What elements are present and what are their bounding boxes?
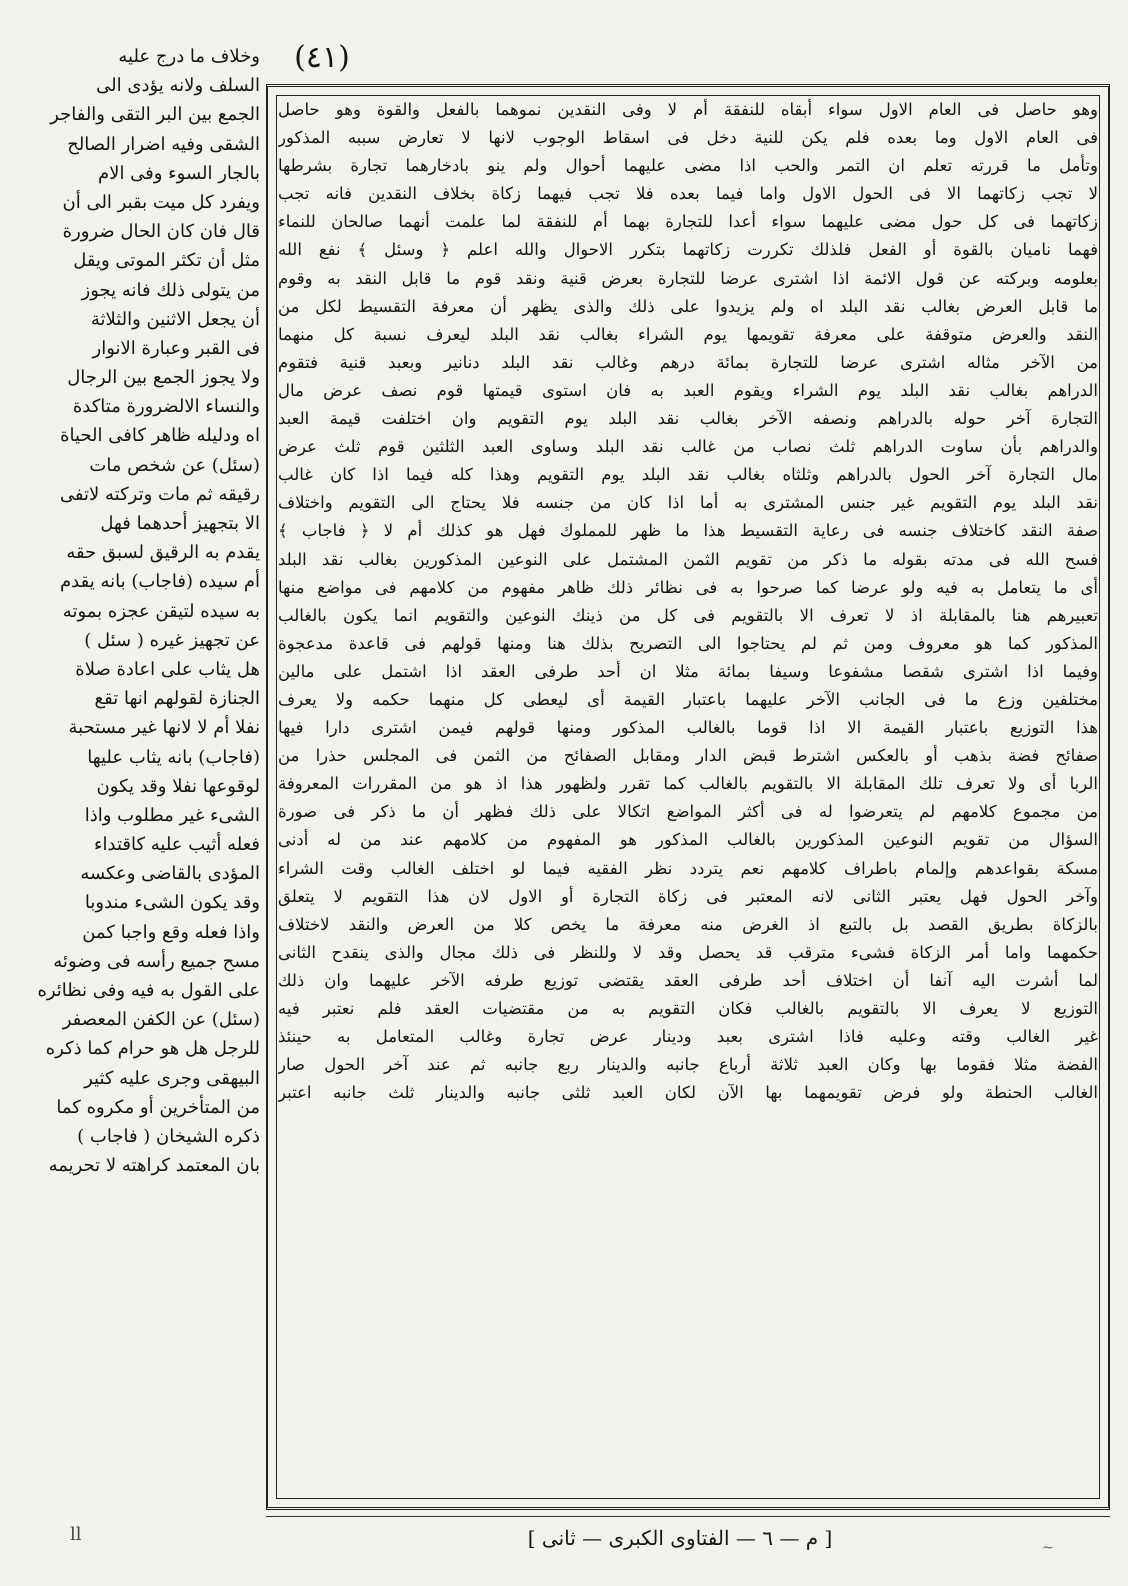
margin-line: بان المعتمد كراهته لا تحريمه xyxy=(48,1155,260,1177)
main-text-line: الربا أى ولا تعرف تلك المقابلة الا بالتقويم بالغالب كما تقرر ولظهور هذا اذ هو من المقررات المعروفة xyxy=(278,774,1098,794)
footer-signature: [ م — ٦ — الفتاوى الكبرى — ثانى ] xyxy=(527,1526,833,1550)
margin-line: عن تجهيز غيره ( سئل ) xyxy=(84,629,260,651)
margin-line: ذكره الشيخان ( فاجاب ) xyxy=(77,1125,260,1147)
main-text-line: السؤال من تقويم النوعين المذكورين بالغالب المذكور هو المفهوم من كلامهم عند من له أدنى xyxy=(278,830,1098,850)
margin-line: لوقوعها نفلا وقد يكون xyxy=(96,775,260,797)
margin-line: مثل أن تكثر الموتى ويقل xyxy=(73,250,260,272)
main-text-line: ما قابل العرض بغالب نقد البلد اه ولم يزيدوا على ذلك والذى يظهر أن معرفة التقسيط لكل من xyxy=(278,296,1098,316)
main-text-line: بالزكاة بطريق القصد بل بالتبع اذ الغرض منه معرفة ما يخص كلا من العرض والنقد لاختلاف xyxy=(278,914,1098,934)
margin-line: الا بتجهيز أحدهما فهل xyxy=(100,513,260,534)
main-text-line: من مجموع كلامهم لم يتعرضوا له فى أكثر المواضع اتكالا على ذلك فظهر أن ما ذكر فى صورة xyxy=(278,802,1098,822)
margin-line: من يتولى ذلك فانه يجوز xyxy=(81,279,260,301)
margin-line: للرجل هل هو حرام كما ذكره xyxy=(45,1038,260,1060)
stray-ink-mark: ll xyxy=(70,1524,82,1545)
margin-line: الشقى وفيه اضرار الصالح xyxy=(67,133,260,155)
margin-line: السلف ولانه يؤدى الى xyxy=(96,75,260,97)
stray-ink-mark: ~ xyxy=(1042,1540,1054,1556)
margin-line: وقد يكون الشىء مندوبا xyxy=(84,892,260,914)
margin-line: الشىء غير مطلوب واذا xyxy=(84,804,260,826)
margin-line: نفلا أم لا لانها غير مستحبة xyxy=(68,717,260,739)
main-text-line: الدراهم بغالب نقد البلد يوم الشراء ويقوم العبد به فان استوى قيمتها قوم نصف عرض مال xyxy=(278,380,1098,400)
main-text-line: بعلومه وبركته عن قول الائمة اذا اشترى عرضا للتجارة بعرض قنية ونقد قوم ما قابل النقد به وقوم xyxy=(278,268,1098,288)
margin-line: أن يجعل الاثنين والثلاثة xyxy=(90,308,260,330)
margin-line: الجنازة لقولهم انها تقع xyxy=(94,688,260,710)
main-text-line: مسكة بقواعدهم وإلمام باطراف كلامهم نعم يتردد نظر الفقيه فيما لو اختلف الغالب وقت الشراء xyxy=(278,858,1098,878)
main-text-body xyxy=(278,96,1098,1107)
main-text-line: غير الغالب وقته وعليه فاذا اشترى بعبد ودينار عرض تجارة وغالب المتعامل به حينئذ xyxy=(278,1027,1098,1047)
main-text-line: صفائح فضة بذهب أو بالعكس اشترط قبض الدار ومقابل الصفائح من الثمن فى المجلس حذرا من xyxy=(278,746,1098,766)
main-text-line: مختلفين وزع ما فى الجانب الآخر عليهما باعتبار القيمة أى ليعطى كل منهما حكمه ولا يعرف xyxy=(278,689,1098,709)
page-number: (٤١) xyxy=(294,40,350,75)
main-text-line: لا تجب زكاتهما الا فى الحول الاول واما فيما بعده فلا تجب فيهما زكاة بخلاف النقدين فانه تجب xyxy=(278,184,1098,204)
margin-line: البيهقى وجرى عليه كثير xyxy=(84,1067,260,1089)
main-text-line: الغالب الحنطة ولو فرض تقويمهما بها الآن لكان العبد ثلثى جانبه والدينار ثلث جانبه اعتبر xyxy=(278,1083,1098,1103)
main-text-line: صفة النقد كاختلاف جنسه فى رعاية التقسيط هذا ما ظهر للمملوك فهل هو كذلك أم لا ﴿ فاجاب ﴾ xyxy=(278,521,1098,541)
main-text-line: لما أشرت اليه آنفا أن اختلاف أحد طرفى العقد يقتضى توزيع طرفه الآخر عليهما وان ذلك xyxy=(278,970,1098,990)
main-text-line: من الآخر مثاله اشترى عرضا للتجارة بمائة درهم وغالب نقد البلد دنانير وبعبد قنية فتقوم xyxy=(278,352,1098,372)
margin-line: (فاجاب) بانه يثاب عليها xyxy=(87,746,260,768)
margin-line: من المتأخرين أو مكروه كما xyxy=(56,1096,260,1118)
margin-commentary xyxy=(20,42,260,1532)
main-text-line: والدراهم بأن ساوت الدراهم ثلث نصاب من غالب نقد البلد وساوى العبد الثلثين قوم ثلث عرض xyxy=(278,437,1098,457)
margin-line: به سيده لتيقن عجزه بموته xyxy=(62,600,260,622)
margin-line: (سئل) عن الكفن المعصفر xyxy=(62,1009,260,1031)
main-text-line: زكاتهما فى كل حول مضى عليهما سواء أعدا للتجارة بهما أم للنفقة لما علمت أنهما صالحان للنماء xyxy=(278,212,1098,232)
margin-line: واذا فعله وقع واجبا كمن xyxy=(82,921,260,943)
margin-line: ولا يجوز الجمع بين الرجال xyxy=(67,367,260,389)
main-text-line: مال التجارة آخر الحول بالدراهم وثلثاه بغالب نقد البلد يوم التقويم وهذا كله فيما اذا كان غالب xyxy=(278,465,1098,485)
main-text-line: التوزيع لا يعرف الا بالتقويم بالغالب فكان التقويم به من مقتضيات العقد فلم نعتبر فيه xyxy=(278,999,1098,1018)
main-text-line: فهما ناميان بالقوة أو الفعل فلذلك تكررت زكاتهما بتكرر الاحوال والله اعلم ﴿ وسئل ﴾ نفع الله xyxy=(278,240,1098,260)
main-text-line: هذا التوزيع باعتبار القيمة الا اذا قوما بالغالب المذكور ومنها قولهم فيمن اشترى دارا فيها xyxy=(278,718,1098,738)
main-text-line: فى العام الاول وما بعده فلم يكن للنية دخل فى اسقاط الوجوب لانها لا تعارض سببه المذكور xyxy=(278,128,1098,148)
main-text-line: وآخر الحول فهل يعتبر الثانى لانه المعتبر فى زكاة التجارة أو الاول لان هذا التقويم لا يتعلق xyxy=(278,886,1098,906)
main-text-line: حكمهما واما أمر الزكاة فشىء مترقب قد يحصل وقد لا وللنظر فى ذلك مجال والذى ينقدح الثانى xyxy=(278,942,1098,962)
margin-line: قال فان كان الحال ضرورة xyxy=(62,221,260,243)
main-text-line: نقد البلد يوم التقويم غير جنس المشترى به أما اذا كان من جنسه فلا يحتاج الى التقويم واختلاف xyxy=(278,493,1098,513)
margin-line: اه ودليله ظاهر كافى الحياة xyxy=(60,425,260,447)
margin-line: فعله أثيب عليه كاقتداء xyxy=(94,834,260,856)
main-text-line: النقد والعرض متوقفة على معرفة تقويمها يوم الشراء بغالب نقد البلد ليعرف نسبة كل منهما xyxy=(278,324,1098,344)
margin-line: والنساء الالضرورة متاكدة xyxy=(72,396,260,418)
main-text-line: وتأمل ما قررته تعلم ان التمر والحب اذا مضى عليهما أحوال ولم ينو بادخارهما تجارة بشرطها xyxy=(278,156,1098,176)
main-text-line: التجارة آخر حوله بالدراهم ونصفه الآخر بغالب نقد البلد يوم التقويم وان اختلفت قيمة العبد xyxy=(278,409,1098,429)
margin-line: يقدم به الرقيق لسبق حقه xyxy=(66,542,260,564)
margin-line: المؤدى بالقاضى وعكسه xyxy=(80,863,260,885)
main-text-line: المذكور كما هو معروف ومن ثم لم يحتاجوا الى التصريح بذلك هنا ومنها قولهم فى قاعدة مدعجوة xyxy=(278,633,1098,653)
margin-line: هل يثاب على اعادة صلاة xyxy=(75,658,260,680)
main-text-line: وفيما اذا اشترى شقصا مشفوعا وسيفا بمائة مثلا ان أحد طرفى العقد اذا اشتمل على مالين xyxy=(278,661,1098,681)
main-text-line: وهو حاصل فى العام الاول سواء أبقاه للنفقة أم لا وفى النقدين نموهما بالفعل والقوة وهو حاصل xyxy=(278,100,1098,119)
margin-line: (سئل) عن شخص مات xyxy=(89,454,260,476)
main-text-line: فسح الله فى مدته بقوله ما ذكر من تقويم الثمن المشتمل على النوعين المذكورين بغالب نقد البلد xyxy=(278,549,1098,569)
main-text-line: الفضة مثلا فقوما بها وكان العبد ثلاثة أرباع جانبه والدينار ربع جانبه ثم عند آخر الحول صار xyxy=(278,1055,1098,1075)
margin-line: الجمع بين البر التقى والفاجر xyxy=(50,104,260,126)
main-text-line: تعبيرهم هنا بالمقابلة اذ لا تعرف الا بالتقويم فى كل من ذينك النوعين والتقويم انما يكون بالغالب xyxy=(278,605,1098,625)
margin-line: على القول به فيه وفى نظائره xyxy=(37,980,260,1001)
margin-line: رقيقه ثم مات وتركته لاتفى xyxy=(59,483,260,505)
margin-line: أم سيده (فاجاب) بانه يقدم xyxy=(60,571,260,593)
margin-line: ويفرد كل ميت بقبر الى أن xyxy=(62,191,260,213)
footer-divider xyxy=(266,1516,1110,1517)
margin-line: بالجار السوء وفى الام xyxy=(98,162,260,184)
margin-line: وخلاف ما درج عليه xyxy=(118,46,260,67)
margin-line: مسح جميع رأسه فى وضوئه xyxy=(53,950,260,972)
main-text-line: أى ما يتعامل به فيه ولو عرضا كما صرحوا به فى نظائر ذلك ظاهر مفهوم من كلامهم فى مواضع منها xyxy=(278,577,1098,597)
margin-line: فى القبر وعبارة الانوار xyxy=(92,337,260,359)
